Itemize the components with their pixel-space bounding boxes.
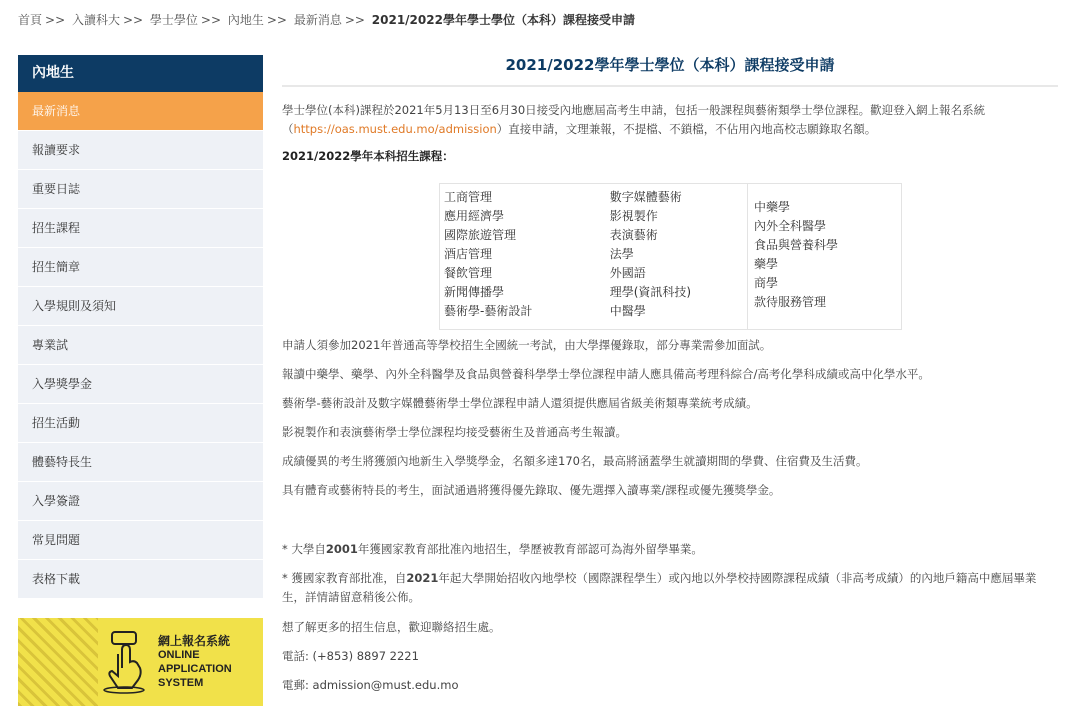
page-title: 2021/2022學年學士學位（本科）課程接受申請 <box>282 48 1058 87</box>
breadcrumb-news[interactable]: 最新消息 <box>293 13 342 27</box>
note-scholarship: 成績優異的考生將獲頒內地新生入學獎學金，名額多達170名，最高將涵蓋學生就讀期間的學費、住宿費及生活費。 <box>282 454 868 468</box>
program-item: 工商管理 <box>444 190 493 204</box>
sidebar <box>18 55 263 599</box>
sidebar-item-news[interactable]: 最新消息 <box>18 92 263 131</box>
breadcrumb-separator: >> <box>200 13 222 27</box>
program-item: 藥學 <box>753 257 778 271</box>
sidebar-title: 內地生 <box>18 55 263 92</box>
star-note-2021-post: 年起大學開始招收內地學校（國際課程學生）或內地以外學校持國際課程成績（非高考成績）的內地戶籍高中應屆畢業生，詳情請留意稍後公佈。 <box>282 571 1037 604</box>
sidebar-item-faq[interactable]: 常見問題 <box>18 521 263 560</box>
intro-text-a: 學士學位(本科)課程於2021年5月13日至6月30日接受內地應屆高考生申請，包括一般課程與藝術類學士學位課程。歡迎登入網上報名系統（ <box>282 103 986 136</box>
program-item: 法學 <box>609 247 634 261</box>
note-film: 影視製作和表演藝術學士學位課程均接受藝術生及普通高考生報讀。 <box>282 425 627 439</box>
hand-click-icon <box>96 628 152 694</box>
note-talent: 具有體育或藝術特長的考生，面試通過將獲得優先錄取、優先選擇入讀專業/課程或優先獲獎學金。 <box>282 483 781 497</box>
star-note-2021-year: 2021 <box>406 571 439 585</box>
breadcrumb-separator: >> <box>344 13 365 27</box>
program-item: 食品與營養科學 <box>753 238 838 252</box>
star-note-2001-post: 年獲國家教育部批准內地招生，學歷被教育部認可為海外留學畢業。 <box>357 542 703 556</box>
program-item: 藝術學-藝術設計 <box>444 304 533 318</box>
program-item: 應用經濟學 <box>444 209 505 223</box>
online-application-banner[interactable] <box>18 618 263 706</box>
sidebar-menu <box>18 92 263 599</box>
intro-text-b: ）直接申請，文理兼報，不提檔、不鎖檔，不佔用內地高校志願錄取名額。 <box>496 122 877 136</box>
breadcrumb-separator: >> <box>266 13 287 27</box>
star-note-2001-year: 2001 <box>325 542 358 556</box>
breadcrumb-separator: >> <box>122 13 144 27</box>
sidebar-item-exam[interactable]: 專業試 <box>18 326 263 365</box>
sidebar-item-scholarship[interactable]: 入學獎學金 <box>18 365 263 404</box>
programs-column-2 <box>606 184 748 329</box>
program-item: 中藥學 <box>753 200 790 214</box>
breadcrumb-current: 2021/2022學年學士學位（本科）課程接受申請 <box>371 13 635 27</box>
note-art: 藝術學-藝術設計及數字媒體藝術學士學位課程申請人還須提供應屆省級美術類專業統考成績。 <box>282 396 758 410</box>
intro-paragraph <box>282 101 1058 139</box>
sidebar-item-events[interactable]: 招生活動 <box>18 404 263 443</box>
contact-phone: 電話: (+853) 8897 2221 <box>282 649 419 663</box>
breadcrumb-bachelor[interactable]: 學士學位 <box>149 13 198 27</box>
breadcrumb <box>18 11 635 28</box>
program-item: 酒店管理 <box>444 247 493 261</box>
programs-heading: 2021/2022學年本科招生課程： <box>282 149 454 163</box>
banner-pattern <box>18 618 98 706</box>
breadcrumb-separator: >> <box>45 13 66 27</box>
program-item: 表演藝術 <box>609 228 658 242</box>
sidebar-item-requirements[interactable]: 報讀要求 <box>18 131 263 170</box>
programs-column-3 <box>748 184 901 329</box>
star-note-2001-pre: * 大學自 <box>282 542 326 556</box>
note-exam: 申請人須參加2021年普通高等學校招生全國統一考試，由大學擇優錄取，部分專業需參加面試。 <box>282 338 772 352</box>
program-item: 內外全科醫學 <box>753 219 826 233</box>
star-note-2021 <box>282 569 1058 607</box>
program-item: 數字媒體藝術 <box>609 190 682 204</box>
program-item: 餐飲管理 <box>444 266 493 280</box>
breadcrumb-admission[interactable]: 入讀科大 <box>71 13 120 27</box>
banner-line-system: SYSTEM <box>158 677 204 689</box>
program-item: 理學(資訊科技) <box>609 285 692 299</box>
sidebar-item-forms[interactable]: 表格下載 <box>18 560 263 599</box>
admission-link[interactable]: https://oas.must.edu.mo/admission <box>293 122 497 136</box>
contact-email: 電郵: admission@must.edu.mo <box>282 678 459 692</box>
banner-line-online: ONLINE <box>158 649 200 661</box>
sidebar-item-prospectus[interactable]: 招生簡章 <box>18 248 263 287</box>
note-chemistry: 報讀中藥學、藥學、內外全科醫學及食品與營養科學學士學位課程申請人應具備高考理科綜合/高考化學科成績或高中化學水平。 <box>282 367 930 381</box>
sidebar-item-talent[interactable]: 體藝特長生 <box>18 443 263 482</box>
breadcrumb-home[interactable]: 首頁 <box>18 13 43 27</box>
main-content <box>282 48 1058 692</box>
contact-intro: 想了解更多的招生信息，歡迎聯絡招生處。 <box>282 620 501 634</box>
breadcrumb-mainland[interactable]: 內地生 <box>227 13 264 27</box>
banner-title-cn: 網上報名系統 <box>158 634 231 648</box>
sidebar-item-programmes[interactable]: 招生課程 <box>18 209 263 248</box>
star-note-2001 <box>282 540 1058 559</box>
program-item: 款待服務管理 <box>753 295 826 309</box>
sidebar-item-rules[interactable]: 入學規則及須知 <box>18 287 263 326</box>
banner-text <box>158 634 232 690</box>
sidebar-item-dates[interactable]: 重要日誌 <box>18 170 263 209</box>
star-note-2021-pre: * 獲國家教育部批准，自 <box>282 571 407 585</box>
program-item: 商學 <box>753 276 778 290</box>
programs-table <box>439 183 902 330</box>
program-item: 新聞傳播學 <box>444 285 505 299</box>
program-item: 影視製作 <box>609 209 658 223</box>
programs-column-1 <box>440 184 606 329</box>
sidebar-item-visa[interactable]: 入學簽證 <box>18 482 263 521</box>
program-item: 外國語 <box>609 266 646 280</box>
program-item: 中醫學 <box>609 304 646 318</box>
banner-line-application: APPLICATION <box>158 663 232 675</box>
program-item: 國際旅遊管理 <box>444 228 517 242</box>
